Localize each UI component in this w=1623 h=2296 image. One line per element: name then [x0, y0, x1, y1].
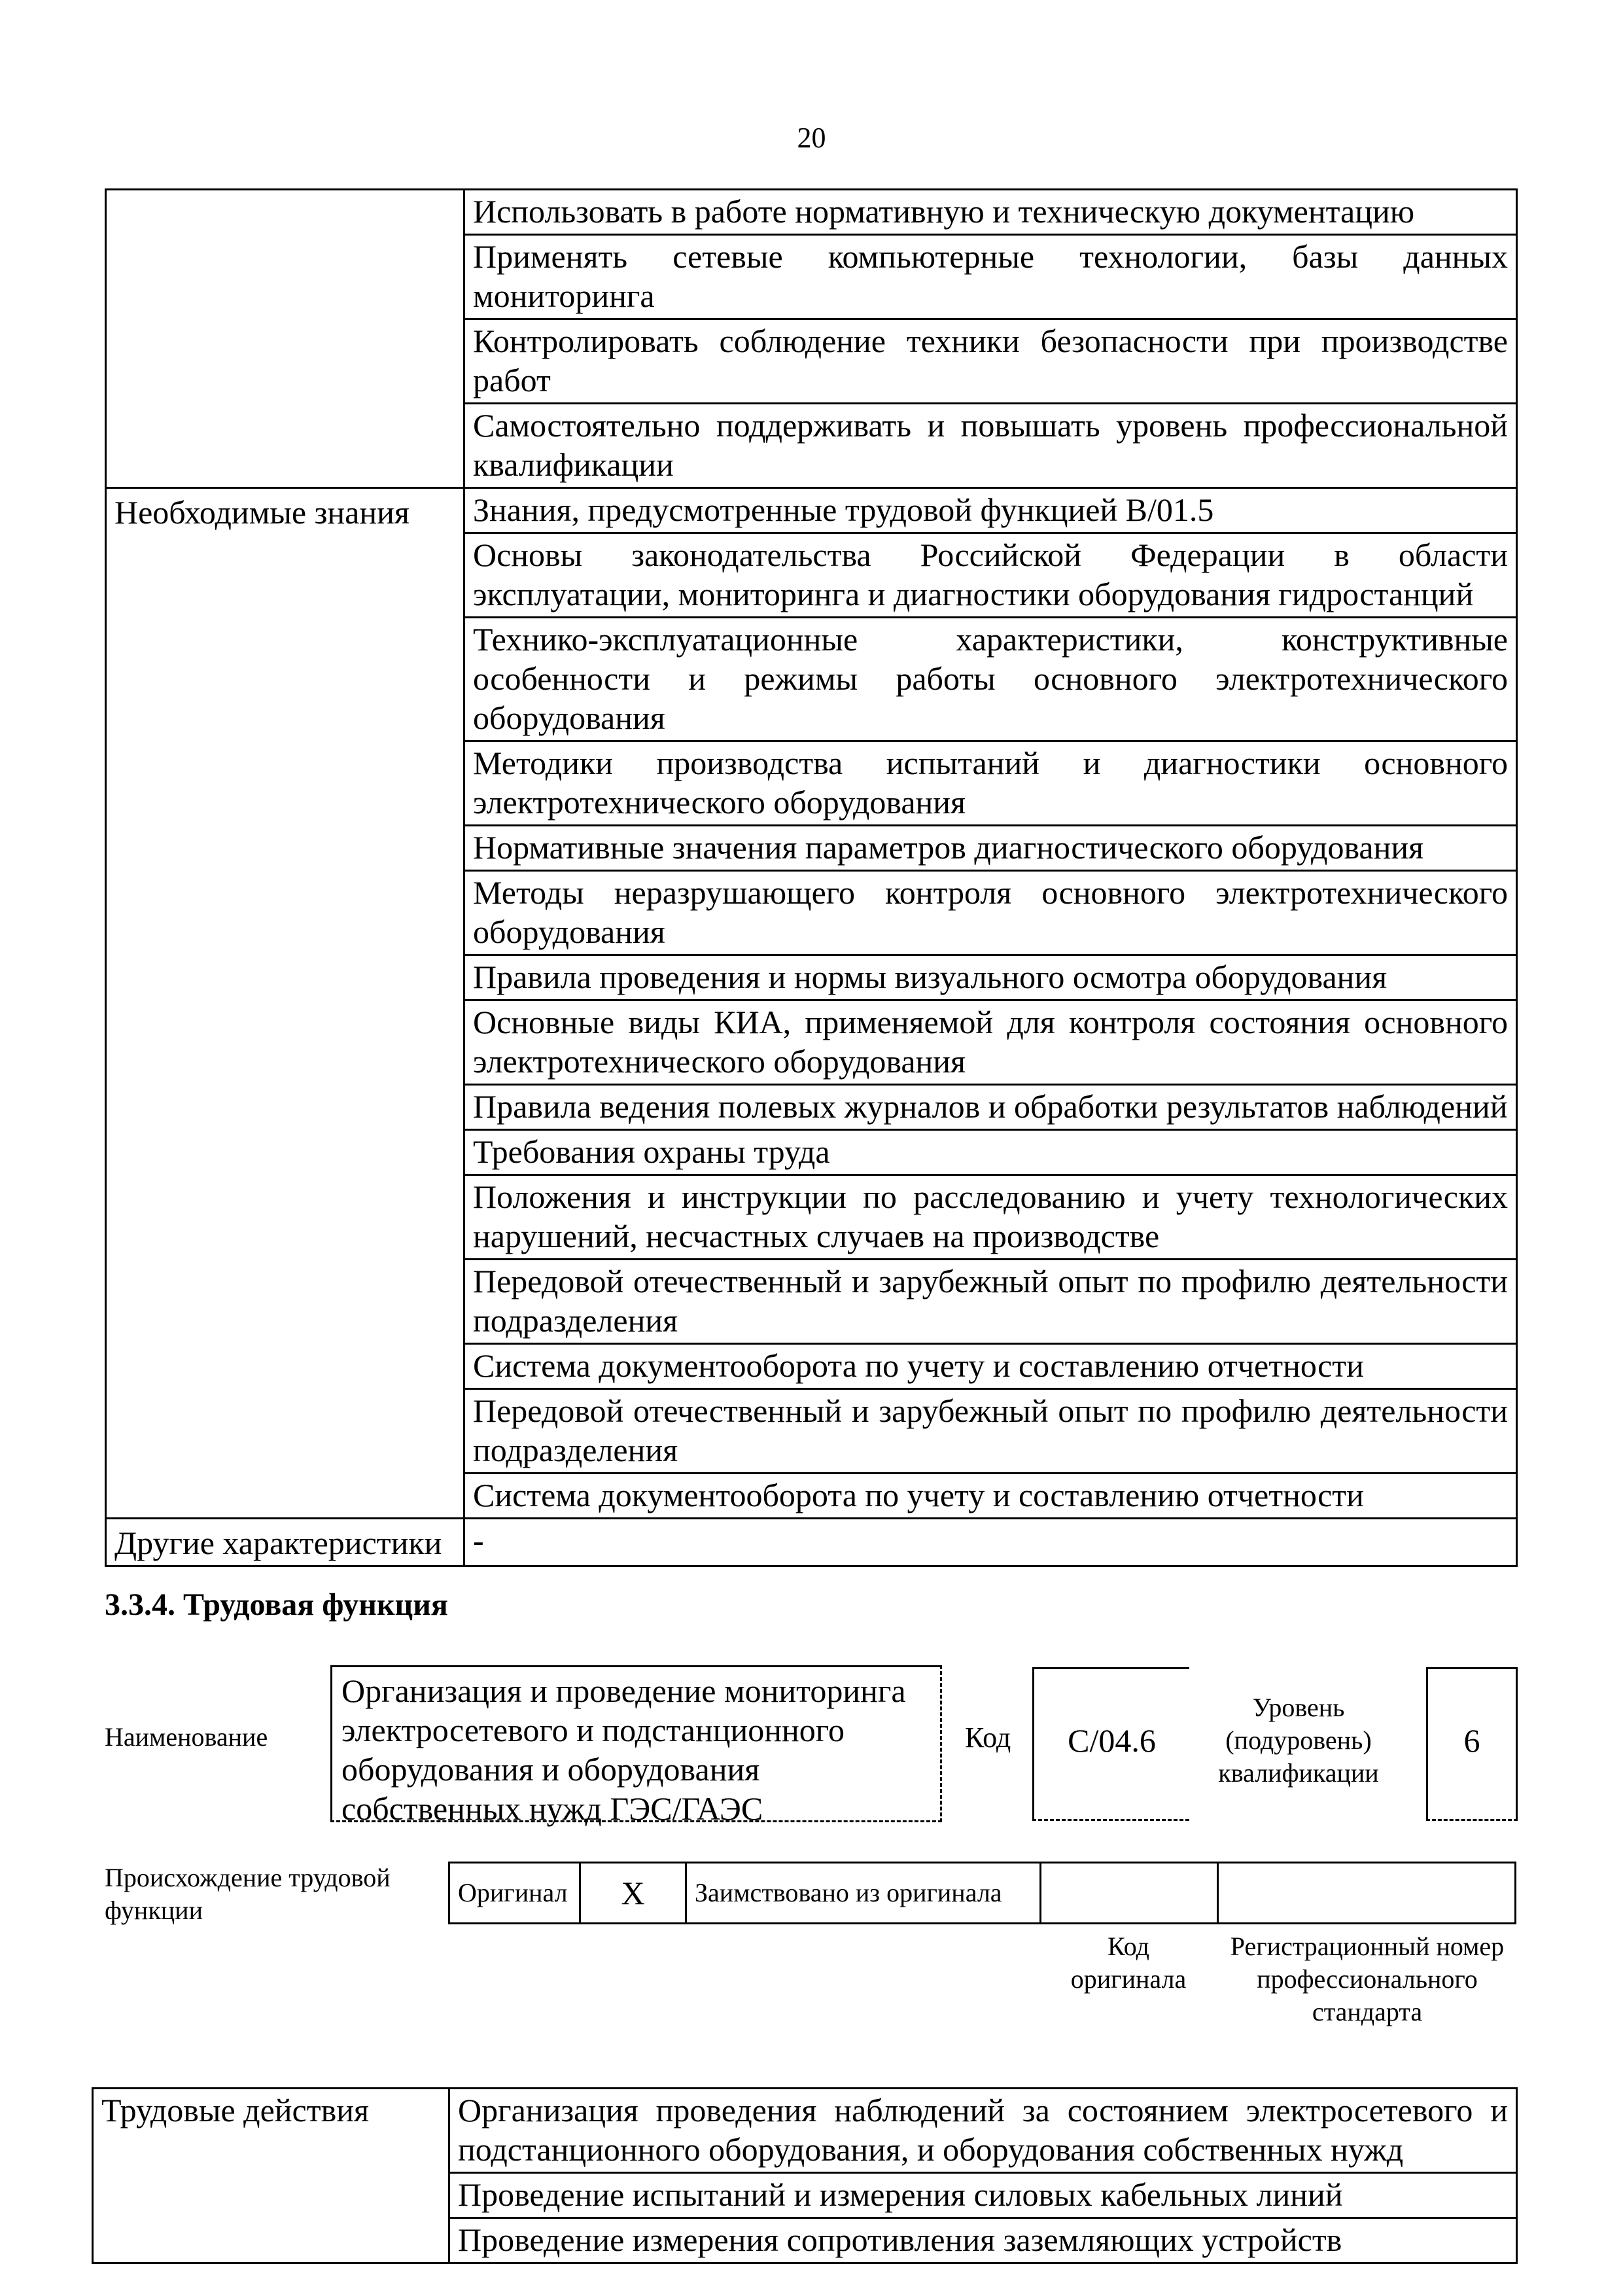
origin-table — [448, 1862, 1516, 1924]
table-row — [93, 2089, 1517, 2173]
row-group-label — [106, 190, 464, 488]
row-text: Методы неразрушающего контроля основного электротехнического оборудования — [464, 871, 1517, 955]
row-text: Правила ведения полевых журналов и обработки результатов наблюдений — [464, 1085, 1517, 1130]
labor-action-text: Проведение измерения сопротивления заземляющих устройств — [449, 2218, 1517, 2263]
row-text: Использовать в работе нормативную и техническую документацию — [464, 190, 1517, 235]
row-text: Правила проведения и нормы визуального осмотра оборудования — [464, 955, 1517, 1000]
registration-number-cell — [1218, 1863, 1516, 1924]
code-original-caption: Код оригинала — [1070, 1932, 1187, 1994]
function-name-value: Организация и проведение мониторинга электросетевого и подстанционного оборудования и оборудования собственных нужд ГЭС/ГАЭС — [330, 1665, 942, 1822]
row-text: Система документооборота по учету и составлению отчетности — [464, 1344, 1517, 1389]
row-text: Положения и инструкции по расследованию и учету технологических нарушений, несчастных случаев на производстве — [464, 1175, 1517, 1260]
registration-number-caption: Регистрационный номер профессионального стандарта — [1230, 1932, 1505, 2026]
name-label: Наименование — [105, 1722, 268, 1752]
row-text: Основы законодательства Российской Федерации в области эксплуатации, мониторинга и диагностики оборудования гидростанций — [464, 533, 1517, 618]
row-text: Технико-эксплуатационные характеристики, конструктивные особенности и режимы работы основного электротехнического оборудования — [464, 618, 1517, 741]
table-row — [106, 190, 1517, 235]
original-code-cell — [1041, 1863, 1218, 1924]
row-text: Основные виды КИА, применяемой для контроля состояния основного электротехнического оборудования — [464, 1000, 1517, 1085]
skills-knowledge-table — [105, 188, 1518, 1567]
section-title: 3.3.4. Трудовая функция — [105, 1587, 448, 1622]
page-number: 20 — [797, 122, 826, 154]
row-group-label: Необходимые знания — [106, 488, 464, 1519]
labor-action-text: Проведение испытаний и измерения силовых кабельных линий — [449, 2173, 1517, 2218]
row-text: Контролировать соблюдение техники безопасности при производстве работ — [464, 319, 1517, 404]
row-text: - — [464, 1519, 1517, 1566]
labor-actions-table — [92, 2087, 1518, 2264]
row-text: Передовой отечественный и зарубежный опыт по профилю деятельности подразделения — [464, 1260, 1517, 1344]
row-text: Система документооборота по учету и составлению отчетности — [464, 1474, 1517, 1519]
qualification-level-value: 6 — [1426, 1667, 1518, 1821]
row-group-label: Другие характеристики — [106, 1519, 464, 1566]
qualification-level-label: Уровень (подуровень) квалификации — [1218, 1693, 1379, 1788]
original-mark: X — [580, 1863, 686, 1924]
original-label: Оригинал — [449, 1863, 580, 1924]
labor-action-text: Организация проведения наблюдений за состоянием электросетевого и подстанционного оборудования, и оборудования собственных нужд — [449, 2089, 1517, 2173]
table-row — [106, 488, 1517, 533]
row-text: Применять сетевые компьютерные технологии, базы данных мониторинга — [464, 235, 1517, 319]
row-text: Передовой отечественный и зарубежный опыт по профилю деятельности подразделения — [464, 1389, 1517, 1474]
code-label: Код — [965, 1722, 1011, 1754]
labor-actions-label: Трудовые действия — [93, 2089, 449, 2263]
table-row — [106, 1519, 1517, 1566]
function-code-value: С/04.6 — [1032, 1667, 1189, 1821]
row-text: Требования охраны труда — [464, 1130, 1517, 1175]
row-text: Самостоятельно поддерживать и повышать уровень профессиональной квалификации — [464, 404, 1517, 488]
origin-label: Происхождение трудовой функции — [105, 1863, 391, 1925]
row-text: Методики производства испытаний и диагностики основного электротехнического оборудования — [464, 741, 1517, 826]
borrowed-label: Заимствовано из оригинала — [686, 1863, 1041, 1924]
row-text: Знания, предусмотренные трудовой функцией В/01.5 — [464, 488, 1517, 533]
row-text: Нормативные значения параметров диагностического оборудования — [464, 826, 1517, 871]
